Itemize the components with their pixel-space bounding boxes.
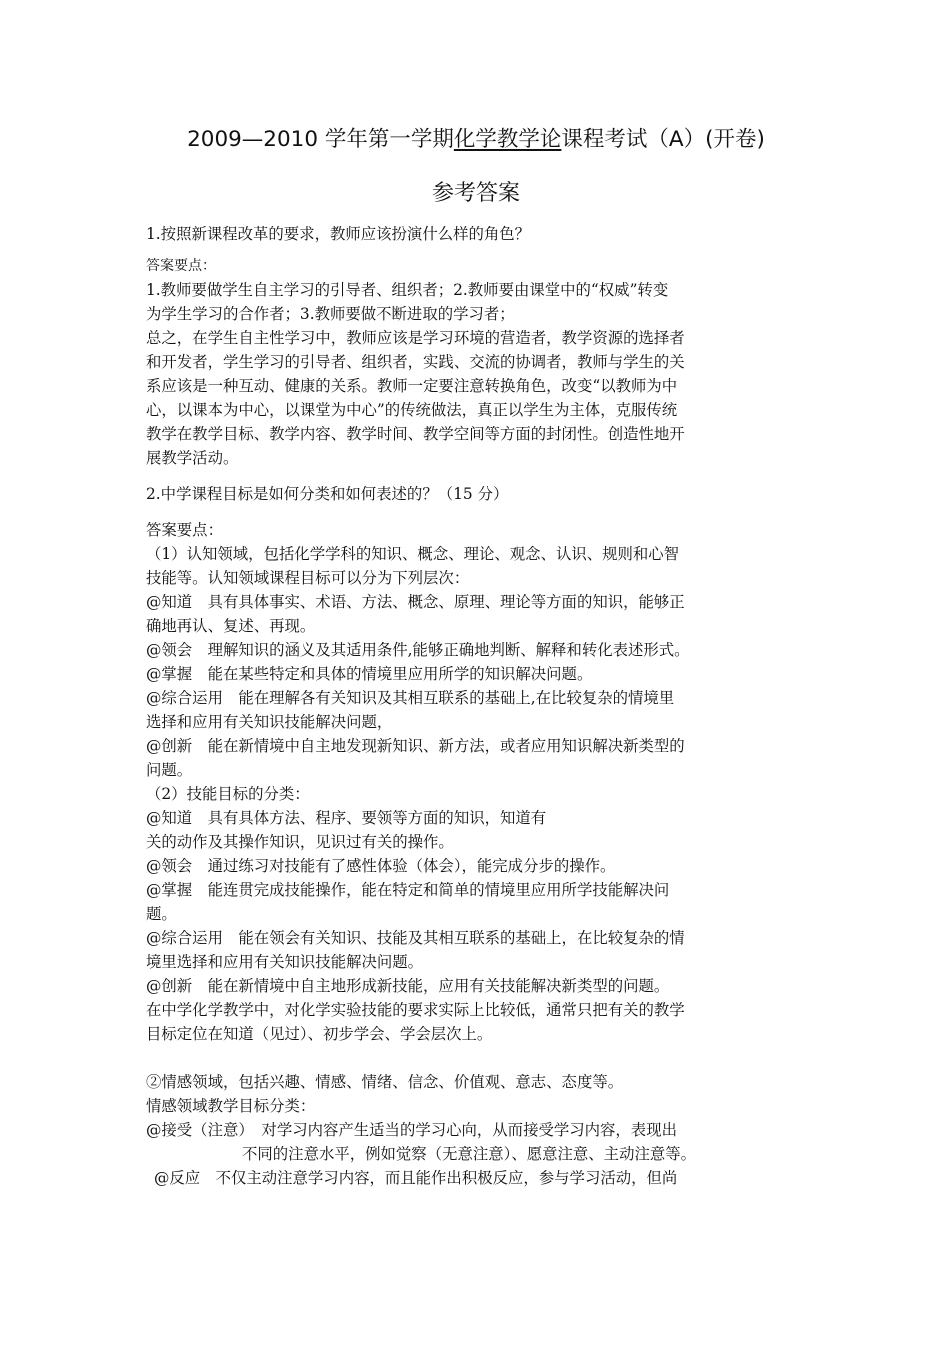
answer-line: 总之，在学生自主性学习中，教师应该是学习环境的营造者，教学资源的选择者 (146, 329, 685, 347)
answer-line: @掌握 能连贯完成技能操作，能在特定和简单的情境里应用所学技能解决问 (146, 881, 670, 899)
answer-line: 情感领域教学目标分类： (146, 1097, 316, 1115)
answer-line: 和开发者，学生学习的引导者、组织者，实践、交流的协调者，教师与学生的关 (146, 353, 685, 371)
question-1: 1.按照新课程改革的要求，教师应该扮演什么样的角色？ (146, 225, 531, 243)
document-title (0, 122, 952, 153)
answer-line: @掌握 能在某些特定和具体的情境里应用所学的知识解决问题。 (146, 665, 593, 683)
title-course-name: 化学教学论 (453, 127, 562, 152)
answer-line: 为学生学习的合作者；3.教师要做不断进取的学习者； (146, 305, 515, 323)
answer-line: 教学在教学目标、教学内容、教学时间、教学空间等方面的封闭性。创造性地开 (146, 425, 685, 443)
answer-line: 关的动作及其操作知识，见识过有关的操作。 (146, 833, 454, 851)
answer-line: 心，以课本为中心，以课堂为中心”的传统做法，真正以学生为主体，克服传统 (146, 401, 678, 419)
answer-line: @知道 具有具体方法、程序、要领等方面的知识，知道有 (146, 809, 547, 827)
answer-line: ②情感领域，包括兴趣、情感、情绪、信念、价值观、意志、态度等。 (146, 1073, 624, 1091)
answer-1-text (146, 278, 814, 470)
document-subtitle: 参考答案 (431, 181, 520, 206)
answer-2-indented-line: 不同的注意水平，例如觉察（无意注意）、愿意注意、主动注意等。 (242, 1145, 697, 1163)
answer-line: 目标定位在知道（见过）、初步学会、学会层次上。 (146, 1025, 493, 1043)
answer-2-last-line: @反应 不仅主动注意学习内容，而且能作出积极反应，参与学习活动，但尚 (154, 1169, 678, 1187)
answer-2-text-part-a (146, 542, 814, 1046)
answer-line: @创新 能在新情境中自主地发现新知识、新方法，或者应用知识解决新类型的 (146, 737, 685, 755)
title-suffix: 课程考试（A）(开卷) (561, 127, 765, 152)
answer-line: （2）技能目标的分类： (146, 785, 310, 803)
answer-line: 系应该是一种互动、健康的关系。教师一定要注意转换角色，改变“以教师为中 (146, 377, 678, 395)
answer-label-2: 答案要点： (146, 521, 223, 539)
document-body (146, 222, 814, 1190)
answer-2-text-part-b (146, 1070, 814, 1142)
answer-line: 在中学化学教学中，对化学实验技能的要求实际上比较低，通常只把有关的教学 (146, 1001, 685, 1019)
answer-line: 技能等。认知领域课程目标可以分为下列层次： (146, 569, 470, 587)
answer-line: @领会 理解知识的涵义及其适用条件,能够正确地判断、解释和转化表述形式。 (146, 641, 690, 659)
answer-line: @领会 通过练习对技能有了感性体验（体会），能完成分步的操作。 (146, 857, 616, 875)
title-prefix: 2009—2010 学年第一学期 (187, 127, 454, 152)
answer-line: 展教学活动。 (146, 449, 239, 467)
answer-line: 题。 (146, 905, 177, 923)
question-2: 2.中学课程目标是如何分类和如何表述的？（15 分） (146, 485, 509, 503)
answer-line: 确地再认、复述、再现。 (146, 617, 316, 635)
answer-line: 1.教师要做学生自主学习的引导者、组织者；2.教师要由课堂中的“权威”转变 (146, 281, 669, 299)
answer-line: 问题。 (146, 761, 193, 779)
answer-line: @综合运用 能在理解各有关知识及其相互联系的基础上,在比较复杂的情境里 (146, 689, 675, 707)
answer-line: @创新 能在新情境中自主地形成新技能，应用有关技能解决新类型的问题。 (146, 977, 670, 995)
answer-line: @综合运用 能在领会有关知识、技能及其相互联系的基础上，在比较复杂的情 (146, 929, 685, 947)
answer-line: （1）认知领域，包括化学学科的知识、概念、理论、观念、认识、规则和心智 (146, 545, 680, 563)
answer-line: @接受（注意） 对学习内容产生适当的学习心向，从而接受学习内容，表现出 (146, 1121, 677, 1139)
answer-line: @知道 具有具体事实、术语、方法、概念、原理、理论等方面的知识，能够正 (146, 593, 685, 611)
answer-line: 选择和应用有关知识技能解决问题， (146, 713, 393, 731)
answer-label-1: 答案要点： (146, 258, 216, 274)
answer-line: 境里选择和应用有关知识技能解决问题。 (146, 953, 424, 971)
